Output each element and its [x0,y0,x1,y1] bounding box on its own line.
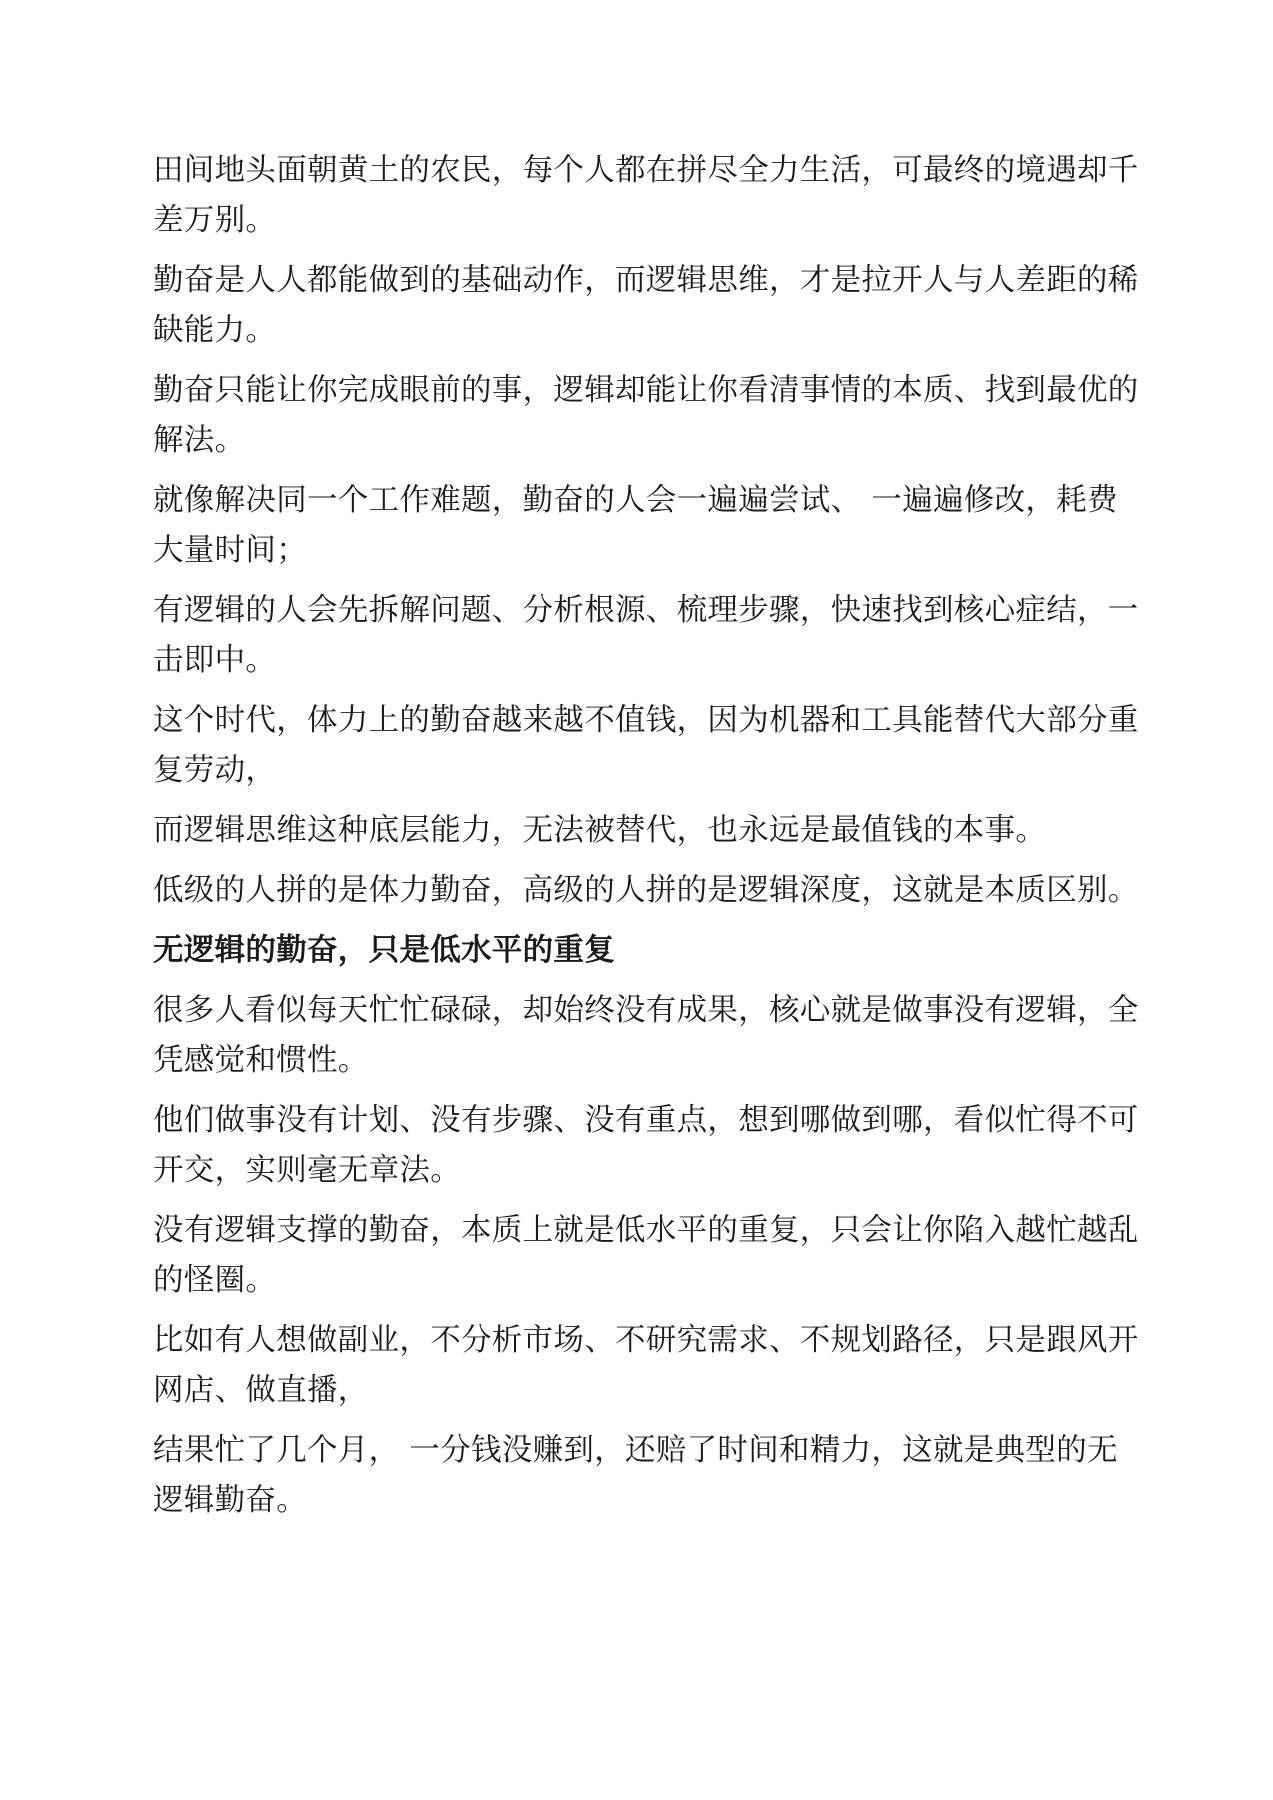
paragraph-1: 田间地头面朝黄土的农民，每个人都在拼尽全力生活，可最终的境遇却千差万别。 [153,153,1139,238]
paragraph-11: 没有逻辑支撑的勤奋，本质上就是低水平的重复，只会让你陷入越忙越乱的怪圈。 [153,1213,1139,1298]
paragraph-2: 勤奋是人人都能做到的基础动作，而逻辑思维，才是拉开人与人差距的稀缺能力。 [153,263,1139,348]
section-heading: 无逻辑的勤奋，只是低水平的重复 [153,933,615,968]
document-page [153,146,1143,1536]
paragraph-3: 勤奋只能让你完成眼前的事，逻辑却能让你看清事情的本质、找到最优的解法。 [153,373,1139,458]
paragraph-4: 就像解决同一个工作难题，勤奋的人会一遍遍尝试、 一遍遍修改，耗费大量时间； [153,483,1118,568]
paragraph-8: 低级的人拼的是体力勤奋，高级的人拼的是逻辑深度，这就是本质区别。 [153,873,1139,908]
paragraph-5: 有逻辑的人会先拆解问题、分析根源、梳理步骤，快速找到核心症结，一击即中。 [153,593,1139,678]
paragraph-10: 他们做事没有计划、没有步骤、没有重点，想到哪做到哪，看似忙得不可开交，实则毫无章法。 [153,1103,1139,1188]
paragraph-9: 很多人看似每天忙忙碌碌，却始终没有成果，核心就是做事没有逻辑，全凭感觉和惯性。 [153,993,1139,1078]
paragraph-6: 这个时代，体力上的勤奋越来越不值钱，因为机器和工具能替代大部分重复劳动， [153,703,1139,788]
paragraph-13: 结果忙了几个月， 一分钱没赚到，还赔了时间和精力，这就是典型的无逻辑勤奋。 [153,1433,1118,1518]
paragraph-12: 比如有人想做副业，不分析市场、不研究需求、不规划路径，只是跟风开网店、做直播， [153,1323,1139,1408]
paragraph-7: 而逻辑思维这种底层能力，无法被替代，也永远是最值钱的本事。 [153,813,1047,848]
